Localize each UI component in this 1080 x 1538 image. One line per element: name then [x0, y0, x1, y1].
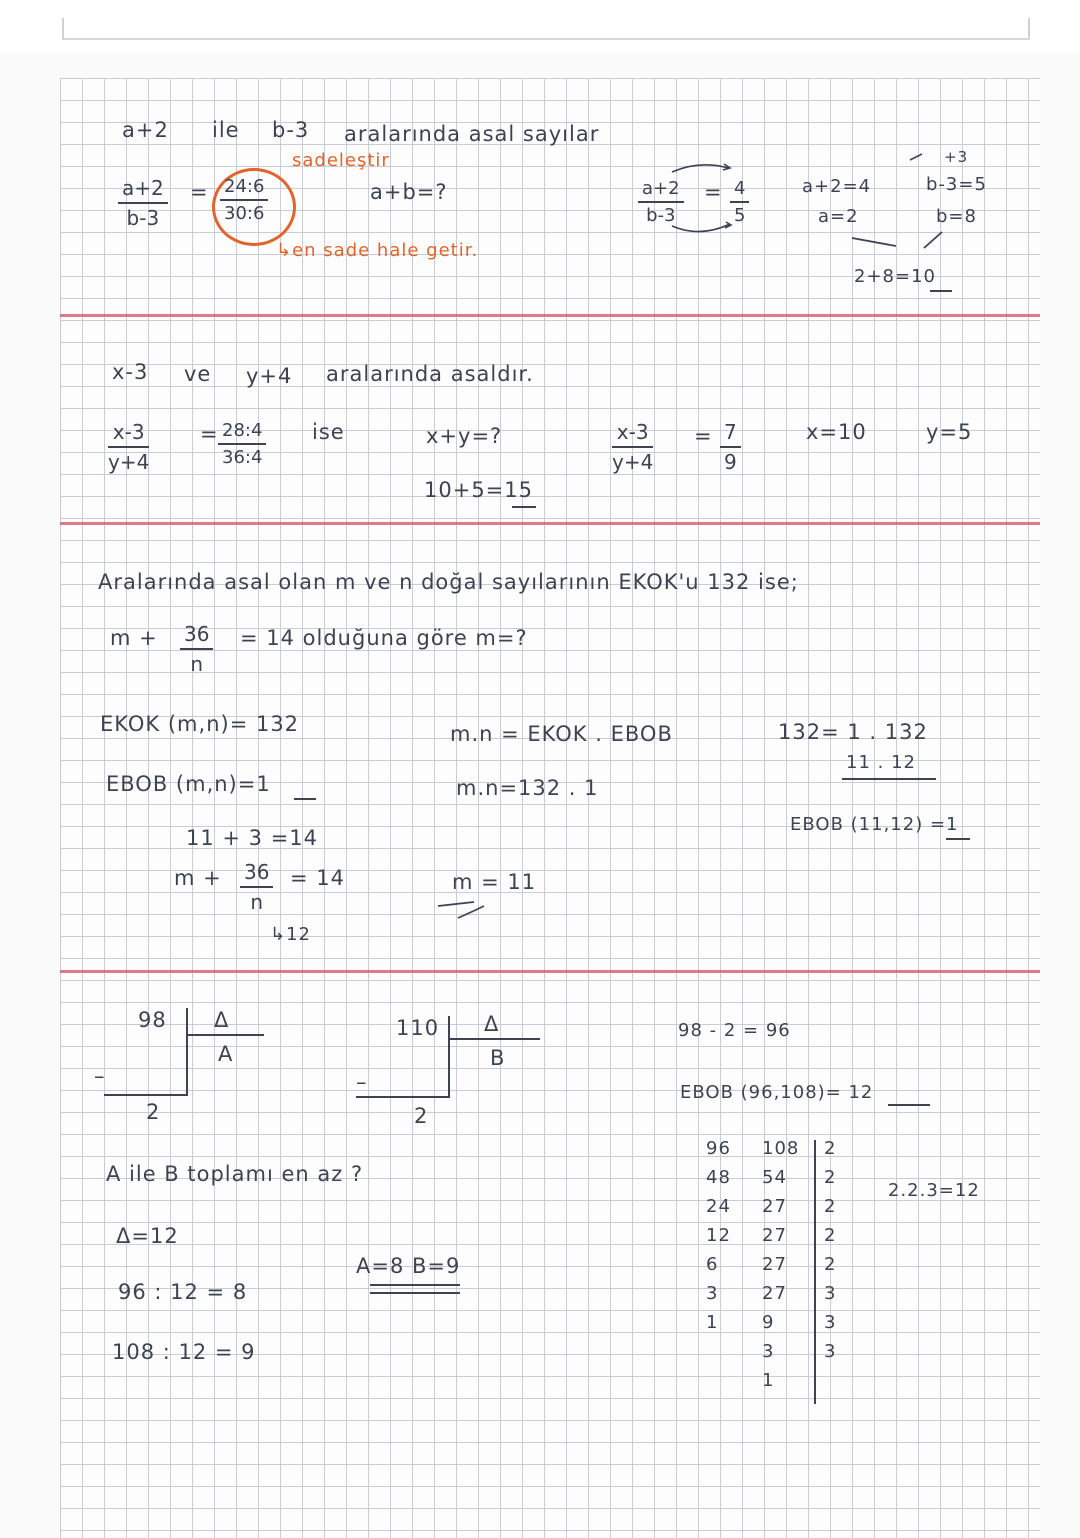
s3-mn: m.n=132 . 1: [456, 776, 599, 800]
ladder-cell: 27: [762, 1196, 787, 1217]
s4-answer-underline-2: [370, 1292, 460, 1294]
s1-frac2-lhs-num: a+2: [638, 178, 684, 203]
s4-calc2: 108 : 12 = 9: [112, 1340, 256, 1364]
s4-answer: A=8 B=9: [356, 1254, 461, 1278]
s4-div2-divisor: Δ: [484, 1012, 500, 1036]
s4-div2-minus: –: [356, 1070, 368, 1094]
s3-m-line: m +: [174, 866, 222, 890]
ladder-cell: 3: [762, 1341, 775, 1362]
s4-div2-bar: [448, 1038, 540, 1040]
s1-frac-rhs-den: 30:6: [224, 203, 265, 224]
s4-div2-remainder: 2: [414, 1104, 429, 1128]
s1-var-b: b-3: [272, 118, 310, 142]
ladder-cell: 27: [762, 1283, 787, 1304]
s2-calc: 10+5=15: [424, 478, 533, 502]
s3-m-frac-num: 36: [240, 860, 273, 888]
s2-var-x: x-3: [112, 360, 149, 384]
s2-statement-rest: aralarında asaldır.: [326, 362, 534, 386]
s2-frac-lhs-den: y+4: [108, 450, 150, 474]
s2-calc-underline: [512, 506, 536, 508]
s4-div2-dividend: 110: [396, 1016, 440, 1040]
s4-calc1: 96 : 12 = 8: [118, 1280, 248, 1304]
s4-div1-divisor: Δ: [214, 1008, 230, 1032]
s3-factor2: 11 . 12: [846, 752, 916, 773]
s3-ekok: EKOK (m,n)= 132: [100, 712, 300, 736]
s3-fraction: [180, 622, 213, 676]
s1-fraction2-rhs: [730, 178, 749, 226]
s2-fraction2-rhs: [720, 420, 741, 474]
s3-ebob-check: EBOB (11,12) =1: [790, 814, 959, 835]
s1-note-simplify: sadeleştir: [292, 150, 390, 171]
s4-div1-quotient: A: [218, 1042, 234, 1066]
ladder-cell: 2: [824, 1196, 837, 1217]
ladder-cell: 1: [762, 1370, 775, 1391]
s2-frac2-rhs-num: 7: [720, 420, 741, 448]
s1-var-a: a+2: [122, 118, 169, 142]
s2-equals-2: =: [694, 424, 713, 448]
s3-ebob: EBOB (m,n)=1: [106, 772, 271, 796]
s3-m-fraction: [240, 860, 273, 914]
ladder-cell: 3: [824, 1312, 837, 1333]
s2-question: x+y=?: [426, 424, 503, 448]
s3-rule: m.n = EKOK . EBOB: [450, 722, 673, 746]
s3-sum-line: 11 + 3 =14: [186, 826, 319, 850]
s1-fraction-lhs: [118, 176, 168, 230]
s1-note-simplest: ↳en sade hale getir.: [276, 240, 479, 261]
s3-problem-line1: Aralarında asal olan m ve n doğal sayılarının EKOK'u 132 ise;: [98, 570, 799, 594]
s1-frac2-rhs-num: 4: [730, 178, 749, 203]
s1-frac-lhs-den: b-3: [126, 206, 160, 230]
s1-plus3: +3: [944, 148, 969, 166]
s2-y-value: y=5: [926, 420, 973, 444]
s2-word-ve: ve: [184, 362, 212, 386]
s4-div1-minus: –: [94, 1064, 106, 1088]
s2-frac2-rhs-den: 9: [724, 450, 737, 474]
s3-problem-line2-rest: = 14 olduğuna göre m=?: [240, 626, 528, 650]
s2-frac2-lhs-den: y+4: [612, 450, 654, 474]
s1-fraction2-lhs: [638, 178, 684, 226]
s4-sub: 98 - 2 = 96: [678, 1020, 791, 1041]
s2-fraction-lhs: [108, 420, 149, 474]
s3-n-arrow: ↳12: [270, 924, 311, 945]
s4-delta: Δ=12: [116, 1224, 179, 1248]
s1-step-b1: b-3=5: [926, 174, 987, 195]
s1-frac-lhs-num: a+2: [118, 176, 168, 204]
s4-ebob-underline: [888, 1104, 930, 1106]
s4-div1-remainder: 2: [146, 1100, 161, 1124]
s4-div2-sub-line: [356, 1096, 450, 1098]
s3-ebob-check-underline: [946, 838, 970, 840]
ladder-cell: 24: [706, 1196, 731, 1217]
ladder-cell: 27: [762, 1225, 787, 1246]
s1-step-b2: b=8: [936, 206, 977, 227]
s1-equals: =: [190, 180, 209, 204]
ladder-cell: 48: [706, 1167, 731, 1188]
ladder-cell: 3: [824, 1341, 837, 1362]
ladder-cell: 6: [706, 1254, 719, 1275]
ladder-cell: 3: [706, 1283, 719, 1304]
s4-question: A ile B toplamı en az ?: [106, 1162, 364, 1186]
s4-ladder-divider: [814, 1140, 816, 1404]
s4-div1-vertical: [186, 1008, 188, 1094]
s3-factor: 132= 1 . 132: [778, 720, 928, 744]
s1-word-ile: ile: [212, 118, 240, 142]
s3-m-frac-den: n: [250, 890, 264, 914]
s4-div2-quotient: B: [490, 1046, 506, 1070]
s2-frac2-lhs-num: x-3: [612, 420, 653, 448]
s3-frac-den: n: [190, 652, 204, 676]
ladder-cell: 9: [762, 1312, 775, 1333]
s2-var-y: y+4: [246, 364, 293, 388]
ladder-cell: 1: [706, 1312, 719, 1333]
s1-frac2-rhs-den: 5: [734, 205, 746, 226]
s1-result-underline: [930, 290, 952, 292]
s2-fraction-rhs: [218, 420, 266, 468]
s2-x-value: x=10: [806, 420, 867, 444]
s1-equals-2: =: [704, 180, 723, 204]
s2-frac-rhs-den: 36:4: [222, 447, 263, 468]
ladder-cell: 2: [824, 1167, 837, 1188]
s3-ebob-underline: [294, 798, 316, 800]
s3-frac-num: 36: [180, 622, 213, 650]
s2-word-ise: ise: [312, 420, 345, 444]
s3-m-plus: m +: [110, 626, 158, 650]
s1-step-a1: a+2=4: [802, 176, 872, 197]
s4-div1-bar: [186, 1034, 264, 1036]
s1-question: a+b=?: [370, 180, 448, 204]
s4-answer-underline-1: [370, 1284, 460, 1286]
s4-div2-vertical: [448, 1016, 450, 1096]
s1-frac2-lhs-den: b-3: [646, 205, 676, 226]
s3-m-eq: = 14: [290, 866, 345, 890]
ladder-cell: 54: [762, 1167, 787, 1188]
s2-equals: =: [200, 422, 219, 446]
s2-frac-lhs-num: x-3: [108, 420, 149, 448]
ladder-cell: 2: [824, 1254, 837, 1275]
ladder-cell: 3: [824, 1283, 837, 1304]
s1-result: 2+8=10: [854, 266, 936, 287]
s1-step-a2: a=2: [818, 206, 859, 227]
ladder-cell: 27: [762, 1254, 787, 1275]
s3-factor2-underline: [842, 778, 936, 780]
s4-div1-dividend: 98: [138, 1008, 167, 1032]
ladder-cell: 12: [706, 1225, 731, 1246]
s1-statement-rest: aralarında asal sayılar: [344, 122, 600, 146]
s4-div1-sub-line: [104, 1094, 188, 1096]
ladder-cell: 2: [824, 1138, 837, 1159]
ladder-cell: 96: [706, 1138, 731, 1159]
s1-frac-rhs-num: 24:6: [220, 176, 268, 201]
s4-ebob: EBOB (96,108)= 12: [680, 1082, 874, 1103]
s4-product: 2.2.3=12: [888, 1180, 980, 1201]
s2-frac-rhs-num: 28:4: [218, 420, 266, 445]
s2-fraction2-lhs: [612, 420, 653, 474]
s1-fraction-rhs: [220, 176, 268, 224]
ladder-cell: 2: [824, 1225, 837, 1246]
ladder-cell: 108: [762, 1138, 800, 1159]
s3-m-result: m = 11: [452, 870, 537, 894]
